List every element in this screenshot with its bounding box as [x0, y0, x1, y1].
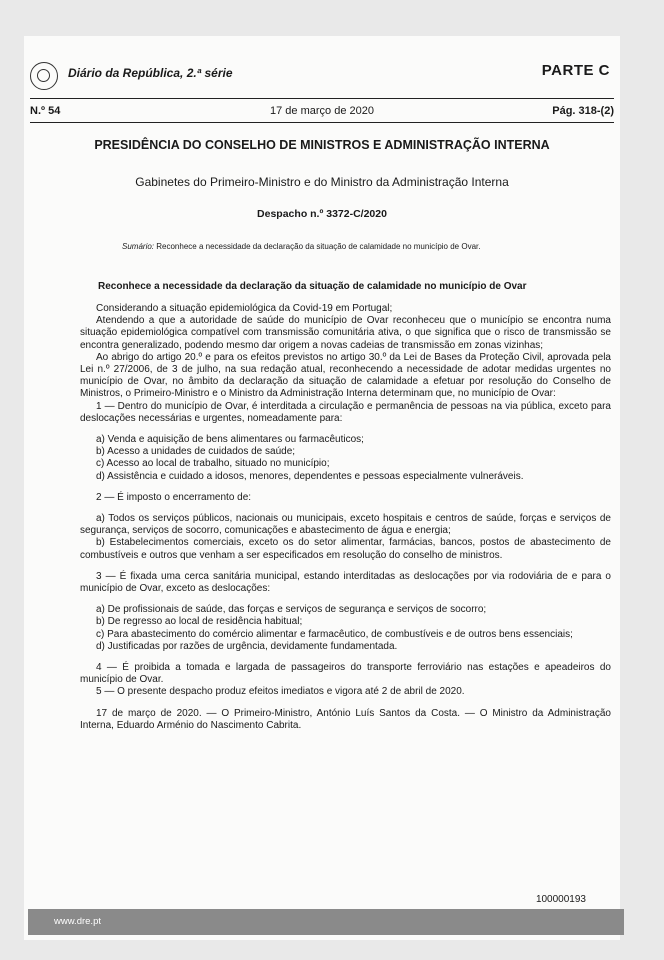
list-item: c) Para abastecimento do comércio alimentar e farmacêutico, de combustíveis e de outros bens essenciais; [96, 628, 573, 640]
page-number: Pág. 318-(2) [552, 105, 614, 117]
part-label: PARTE C [541, 62, 610, 79]
journal-title: Diário da República, 2.ª série [68, 66, 233, 80]
dispatch-number: Despacho n.º 3372-C/2020 [257, 208, 387, 220]
paragraph: 2 — É imposto o encerramento de: [96, 491, 252, 503]
list-item: b) De regresso ao local de residência habitual; [96, 616, 303, 628]
header-rule-top [30, 98, 614, 99]
header-rule-bottom [30, 122, 614, 123]
issue-number: N.º 54 [30, 105, 61, 117]
footer-link[interactable]: www.dre.pt [54, 916, 101, 927]
office-heading: Gabinetes do Primeiro-Ministro e do Ministro da Administração Interna [135, 175, 509, 189]
paragraph: 3 — É fixada uma cerca sanitária municipal, estando interditadas as deslocações por via rodoviária de e para o município de Ovar, exceto as deslocações: [80, 570, 611, 595]
dispatch-body [80, 303, 611, 732]
paragraph: Considerando a situação epidemiológica da Covid-19 em Portugal; [96, 303, 393, 314]
document-page [24, 36, 620, 940]
list-item: b) Estabelecimentos comerciais, exceto os do setor alimentar, farmácias, bancos, postos de abastecimento de combustíveis e outros que venham a ser especificados em resolução do conselho de ministros. [80, 537, 611, 561]
list-item: c) Acesso ao local de trabalho, situado no município; [96, 458, 330, 470]
list-item: d) Assistência e cuidado a idosos, menores, dependentes e pessoas especialmente vulneráveis. [96, 470, 524, 482]
list-item: a) Venda e aquisição de bens alimentares ou farmacêuticos; [96, 434, 364, 446]
summary-label: Sumário: [122, 242, 155, 251]
closing-signature: 17 de março de 2020. — O Primeiro-Ministro, António Luís Santos da Costa. — O Ministro da Administração Interna, Eduardo Arménio do Nascimento Cabrita. [80, 707, 611, 731]
document-id: 100000193 [535, 894, 586, 905]
summary-text: Reconhece a necessidade da declaração da situação de calamidade no município de Ovar. [156, 242, 481, 251]
list-item: a) Todos os serviços públicos, nacionais ou municipais, exceto hospitais e centros de saúde, forças e serviços de segurança, serviços de socorro, comunicações e abastecimento de água e energia; [80, 513, 611, 537]
organization-heading: PRESIDÊNCIA DO CONSELHO DE MINISTROS E ADMINISTRAÇÃO INTERNA [94, 138, 550, 152]
list-item: a) De profissionais de saúde, das forças e serviços de segurança e serviços de socorro; [96, 604, 487, 616]
paragraph: 1 — Dentro do município de Ovar, é interditada a circulação e permanência de pessoas na via pública, exceto para deslocações necessárias e urgentes, nomeadamente para: [80, 400, 611, 424]
republic-emblem-icon [30, 62, 58, 90]
paragraph: Atendendo a que a autoridade de saúde do município de Ovar reconheceu que o município se encontra numa situação epidemiológica compatível com transmissão comunitária ativa, o que significa que o risco de transmissão se encontra generalizado, podendo mesmo dar origem a novas cadeias de transmissão em zonas vizinhas; [80, 315, 611, 351]
paragraph: Ao abrigo do artigo 20.º e para os efeitos previstos no artigo 30.º da Lei de Bases da Proteção Civil, aprovada pela Lei n.º 27/2006, de 3 de julho, na sua redação atual, reconhecendo a necessidade de adotar medidas urgentes no município de Ovar, no âmbito da declaração da situação de calamidade a efetuar por resolução do Conselho de Ministros, o Primeiro-Ministro e o Ministro da Administração Interna determinam que, no município de Ovar: [80, 351, 611, 400]
summary [122, 241, 542, 252]
list-item: b) Acesso a unidades de cuidados de saúde; [96, 446, 296, 458]
paragraph: 5 — O presente despacho produz efeitos imediatos e vigora até 2 de abril de 2020. [96, 686, 465, 698]
issue-date: 17 de março de 2020 [270, 105, 374, 117]
footer-bar [28, 909, 624, 935]
list-item: d) Justificadas por razões de urgência, devidamente fundamentada. [96, 640, 398, 652]
paragraph: 4 — É proibida a tomada e largada de passageiros do transporte ferroviário nas estações e apeadeiros do município de Ovar. [80, 662, 611, 686]
dispatch-title: Reconhece a necessidade da declaração da situação de calamidade no município de Ovar [98, 281, 527, 292]
